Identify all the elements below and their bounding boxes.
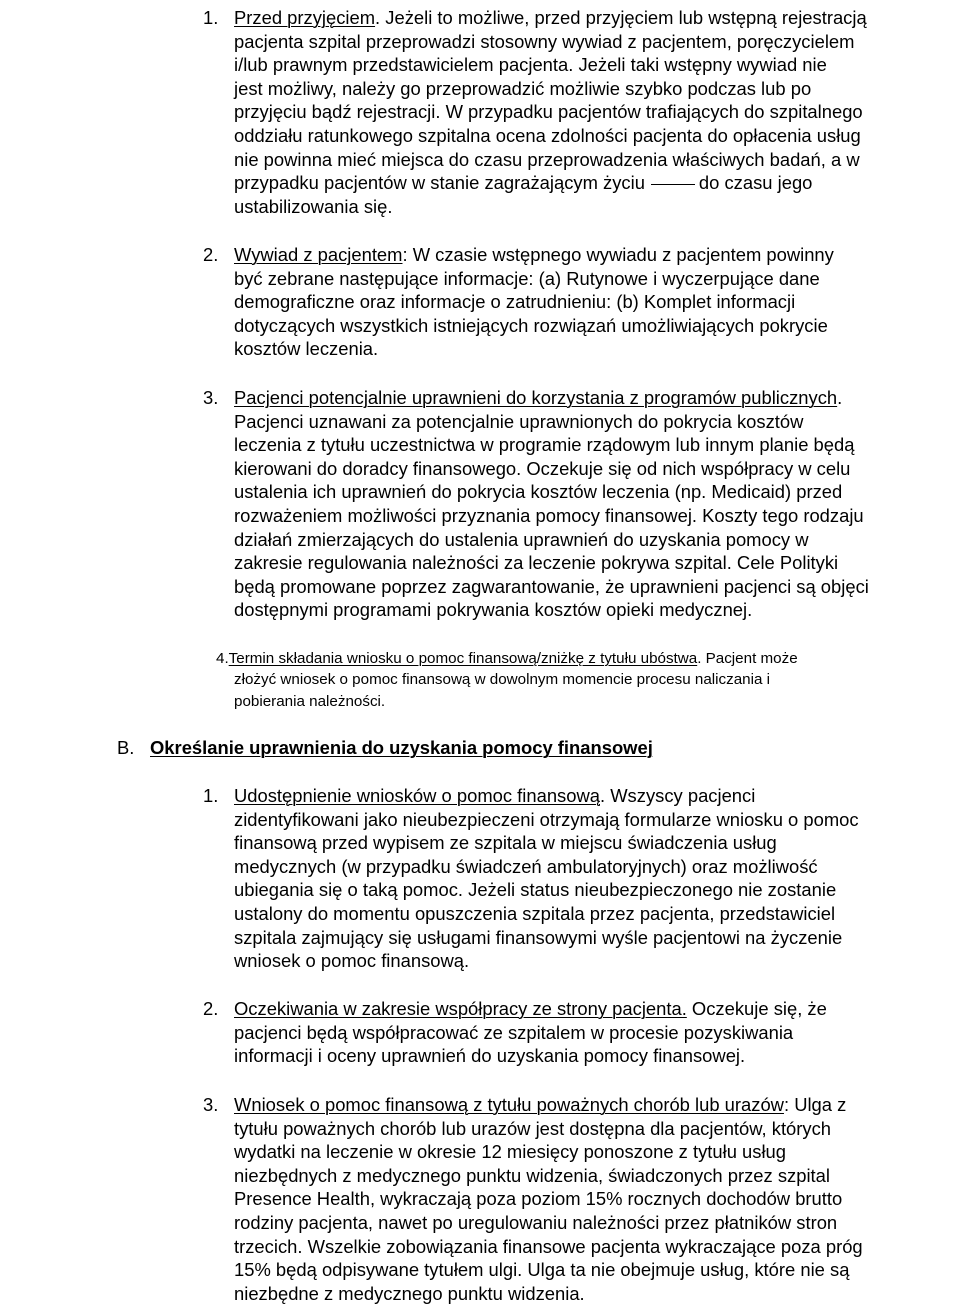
item-text-line: być zebrane następujące informacje: (a) Rutynowe i wyczerpujące dane xyxy=(234,267,820,289)
item-text-line: złożyć wniosek o pomoc finansową w dowolnym momencie procesu naliczania i xyxy=(234,671,771,689)
item-text-line: ustabilizowania się. xyxy=(234,195,393,217)
item-text-line: niezbędnych z medycznego punktu widzenia, świadczonych przez szpital xyxy=(234,1164,830,1186)
item-text-line: ustalenia ich uprawnień do pokrycia kosztów leczenia (np. Medicaid) przed xyxy=(234,481,843,503)
item-number: 4. xyxy=(216,650,229,667)
item-number: 2. xyxy=(203,244,219,265)
item-text-line: dostępnymi programami pokrywania kosztów opieki medycznej. xyxy=(234,599,753,621)
section-letter: B. xyxy=(117,737,135,758)
item-text-line: informacji i oceny uprawnień do uzyskania pomocy finansowej. xyxy=(234,1045,746,1067)
item-number: 1. xyxy=(203,785,219,806)
item-text-line: niezbędne z medycznego punktu widzenia. xyxy=(234,1282,585,1304)
item-title: Udostępnienie wniosków o pomoc finansową xyxy=(234,785,600,806)
item-number: 2. xyxy=(203,998,219,1019)
item-text-line: jest możliwy, należy go przeprowadzić możliwie szybko podczas lub po xyxy=(234,77,812,99)
item-text-line: i/lub prawnym przedstawicielem pacjenta. Jeżeli taki wstępny wywiad nie xyxy=(234,54,827,76)
item-text-line: będą promowane poprzez zagwarantowanie, że uprawnieni pacjenci są objęci xyxy=(234,575,869,597)
em-dash xyxy=(651,184,695,185)
item-number: 1. xyxy=(203,7,219,28)
item-text-line: trzecich. Wszelkie zobowiązania finansowe pacjenta wykraczające poza próg xyxy=(234,1235,863,1257)
item-text-line: demograficzne oraz informacje o zatrudnieniu: (b) Komplet informacji xyxy=(234,291,796,313)
item-text-line: oddziału ratunkowego szpitalna ocena zdolności pacjenta do opłacenia usług xyxy=(234,124,861,146)
item-text-line: pacjenci będą współpracować ze szpitalem w procesie pozyskiwania xyxy=(234,1021,794,1043)
item-text-line: przypadku pacjentów w stanie zagrażającym życiu xyxy=(234,172,645,194)
item-text-line: finansową przed wypisem ze szpitala w miejscu świadczenia usług xyxy=(234,832,777,854)
section-heading: Określanie uprawnienia do uzyskania pomocy finansowej xyxy=(150,737,653,758)
item-text-line: działań zmierzających do ustalenia uprawnień do uzyskania pomocy w xyxy=(234,528,809,550)
item-text-line: : Ulga z xyxy=(783,1094,847,1115)
item-text-line: przyjęciu bądź rejestracji. W przypadku pacjentów trafiających do szpitalnego xyxy=(234,101,863,123)
item-text-line: . xyxy=(837,387,843,408)
item-text-line: dotyczących wszystkich istniejących rozwiązań umożliwiających pokrycie xyxy=(234,314,828,336)
item-text-line: : W czasie wstępnego wywiadu z pacjentem powinny xyxy=(402,244,834,265)
item-text-line: nie powinna mieć miejsca do czasu przeprowadzenia właściwych badań, a w xyxy=(234,148,860,170)
item-text-line: rodziny pacjenta, nawet po uregulowaniu należności przez płatników stron xyxy=(234,1211,838,1233)
item-text-line: . Pacjent może xyxy=(697,650,798,667)
item-text-line: kierowani do doradcy finansowego. Oczekuje się od nich współpracy w celu xyxy=(234,457,851,479)
item-text-line: . Jeżeli to możliwe, przed przyjęciem lub wstępną rejestracją xyxy=(375,7,867,28)
item-text-line: medycznych (w przypadku świadczeń ambulatoryjnych) oraz możliwość xyxy=(234,855,818,877)
item-text-line: 15% będą odpisywane tytułem ulgi. Ulga ta nie obejmuje usług, które nie są xyxy=(234,1259,850,1281)
item-text-line: do czasu jego xyxy=(698,172,813,194)
item-number: 3. xyxy=(203,387,219,408)
item-text-line: rozważeniem możliwości przyznania pomocy finansowej. Koszty tego rodzaju xyxy=(234,504,864,526)
item-text-line: zakresie regulowania należności za leczenie pokrywa szpital. Cele Polityki xyxy=(234,552,839,574)
item-text-line: pobierania należności. xyxy=(234,692,386,710)
item-text-line: Oczekuje się, że xyxy=(686,998,827,1019)
item-title: Pacjenci potencjalnie uprawnieni do korzystania z programów publicznych xyxy=(234,387,838,408)
item-text-line: Presence Health, wykraczają poza poziom 15% rocznych dochodów brutto xyxy=(234,1188,843,1210)
item-text-line: zidentyfikowani jako nieubezpieczeni otrzymają formularze wniosku o pomoc xyxy=(234,808,859,830)
item-title: Termin składania wniosku o pomoc finansową/zniżkę z tytułu ubóstwa xyxy=(228,650,698,667)
item-text-line: ustalony do momentu opuszczenia szpitala przez pacjenta, przedstawiciel xyxy=(234,902,836,924)
item-text-line: . Wszyscy pacjenci xyxy=(599,785,756,806)
item-text-line: leczenia z tytułu uczestnictwa w programie rządowym lub innym planie będą xyxy=(234,434,855,456)
item-text-line: tytułu poważnych chorób lub urazów jest dostępna dla pacjentów, których xyxy=(234,1117,832,1139)
item-title: Przed przyjęciem xyxy=(234,7,376,28)
item-text-line: pacjenta szpital przeprowadzi stosowny wywiad z pacjentem, poręczycielem xyxy=(234,30,855,52)
item-text-line: ubiegania się o taką pomoc. Jeżeli status nieubezpieczonego nie zostanie xyxy=(234,879,837,901)
item-body xyxy=(234,997,930,1068)
item-text-line: wydatki na leczenie w okresie 12 miesięcy ponoszone z tytułu usług xyxy=(234,1141,787,1163)
item-title: Oczekiwania w zakresie współpracy ze strony pacjenta. xyxy=(234,998,687,1019)
item-text-line: wniosek o pomoc finansową. xyxy=(234,950,470,972)
item-text-line: kosztów leczenia. xyxy=(234,338,379,360)
item-number: 3. xyxy=(203,1094,219,1115)
item-body xyxy=(234,1093,930,1305)
item-text-line: szpitala zajmujący się usługami finansowymi wyśle pacjentowi na życzenie xyxy=(234,926,843,948)
item-body xyxy=(234,784,930,973)
item-body xyxy=(234,6,930,218)
item-text-line: Pacjenci uznawani za potencjalnie uprawnionych do pokrycia kosztów xyxy=(234,410,804,432)
item-body xyxy=(234,386,930,622)
item-body xyxy=(234,243,930,361)
item-title: Wniosek o pomoc finansową z tytułu poważnych chorób lub urazów xyxy=(234,1094,784,1115)
item-title: Wywiad z pacjentem xyxy=(234,244,403,265)
item-body xyxy=(216,648,930,712)
